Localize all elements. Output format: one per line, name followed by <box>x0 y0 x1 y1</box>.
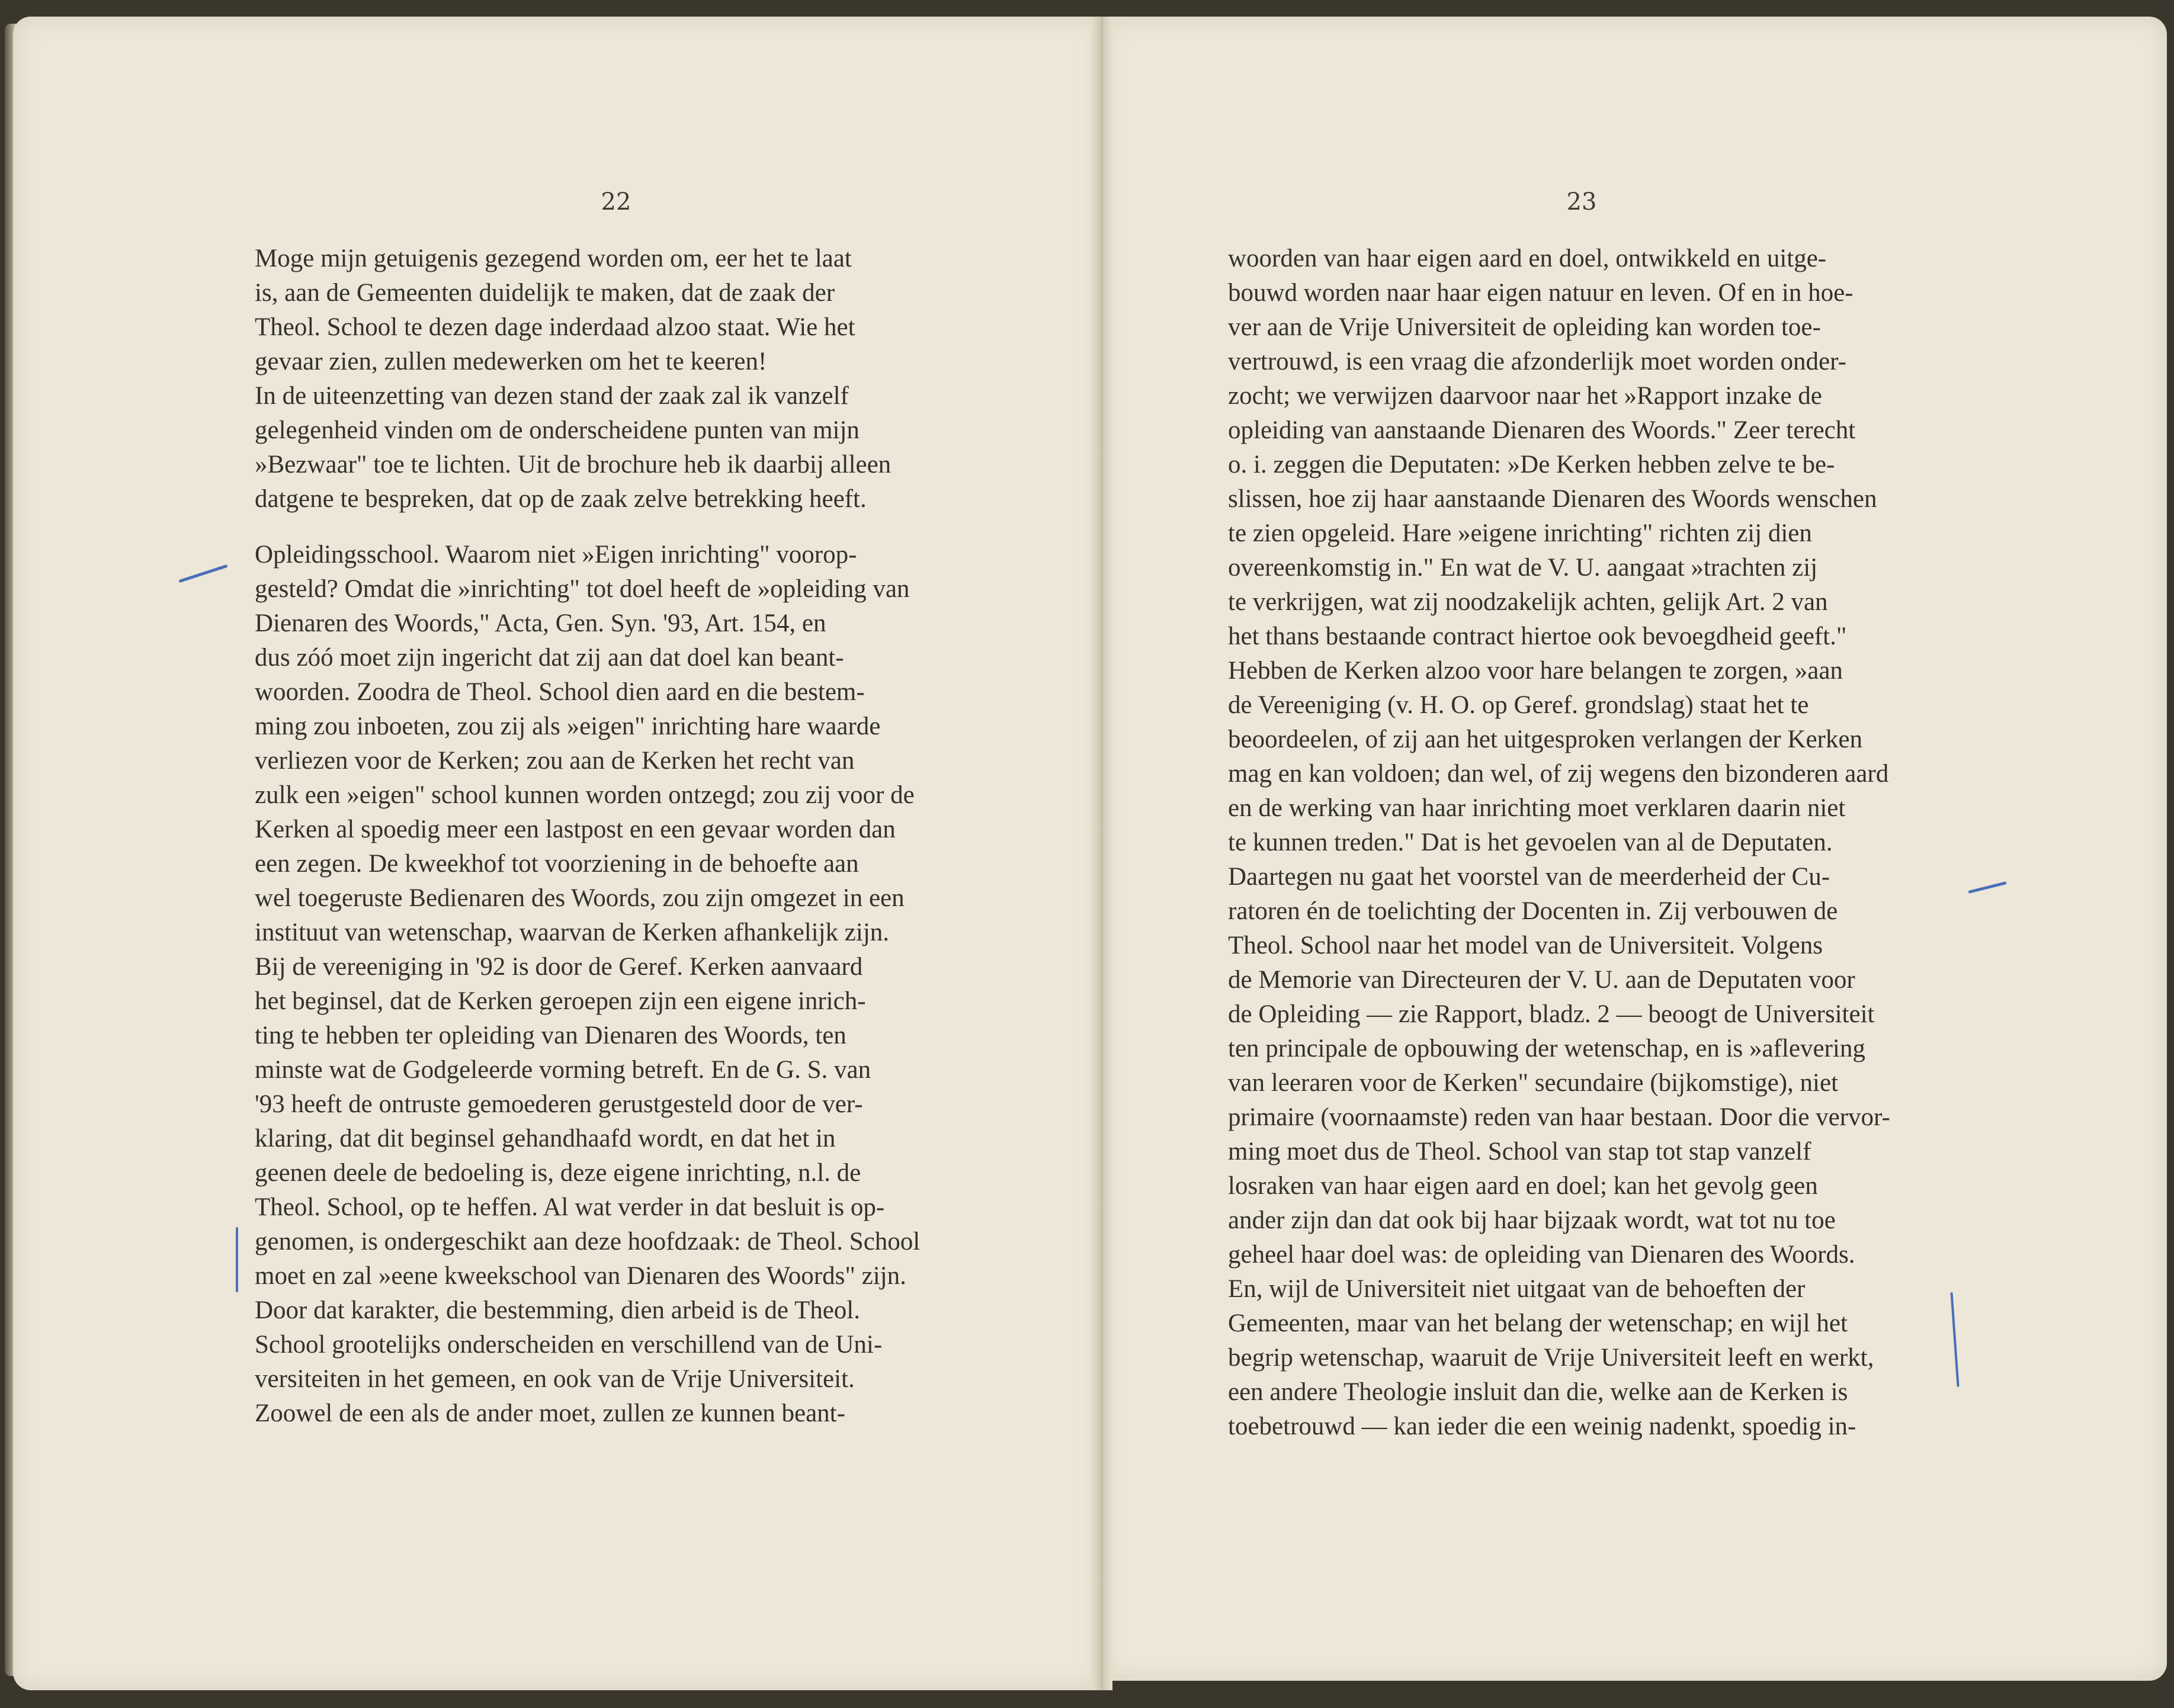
text-line: te verkrijgen, wat zij noodzakelijk achten, gelijk Art. 2 van <box>1228 588 1828 616</box>
text-line: begrip wetenschap, waaruit de Vrije Universiteit leeft en werkt, <box>1228 1344 1874 1372</box>
text-line: zulk een »eigen" school kunnen worden ontzegd; zou zij voor de <box>255 781 915 809</box>
text-line: ming moet dus de Theol. School van stap tot stap vanzelf <box>1228 1138 1811 1166</box>
text-line: een zegen. De kweekhof tot voorziening in de behoefte aan <box>255 850 859 878</box>
text-line: Zoowel de een als de ander moet, zullen ze kunnen beant- <box>255 1399 845 1427</box>
right-page-text <box>1228 242 1936 1444</box>
text-line: versiteiten in het gemeen, en ook van de Vrije Universiteit. <box>255 1365 855 1393</box>
text-line: Bij de vereeniging in '92 is door de Geref. Kerken aanvaard <box>255 953 863 981</box>
text-line: '93 heeft de ontruste gemoederen gerustgesteld door de ver- <box>255 1090 863 1118</box>
text-line: moet en zal »eene kweekschool van Dienaren des Woords" zijn. <box>255 1262 906 1290</box>
text-line: Daartegen nu gaat het voorstel van de meerderheid der Cu- <box>1228 863 1830 891</box>
text-line: vertrouwd, is een vraag die afzonderlijk moet worden onder- <box>1228 348 1846 375</box>
text-line: dus zóó moet zijn ingericht dat zij aan dat doel kan beant- <box>255 644 844 672</box>
text-line: gesteld? Omdat die »inrichting" tot doel heeft de »opleiding van <box>255 575 910 603</box>
text-line: beoordeelen, of zij aan het uitgesproken verlangen der Kerken <box>1228 725 1862 753</box>
text-line: te kunnen treden." Dat is het gevoelen van al de Deputaten. <box>1228 829 1833 856</box>
text-line: verliezen voor de Kerken; zou aan de Kerken het recht van <box>255 747 855 775</box>
text-line: te zien opgeleid. Hare »eigene inrichting" richten zij dien <box>1228 519 1812 547</box>
text-line: is, aan de Gemeenten duidelijk te maken, dat de zaak der <box>255 279 835 307</box>
text-line: Theol. School, op te heffen. Al wat verder in dat besluit is op- <box>255 1193 885 1221</box>
text-line: de Vereeniging (v. H. O. op Geref. grondslag) staat het te <box>1228 691 1809 719</box>
text-line: toebetrouwd — kan ieder die een weinig nadenkt, spoedig in- <box>1228 1412 1856 1440</box>
text-line: Theol. School te dezen dage inderdaad alzoo staat. Wie het <box>255 313 855 341</box>
text-line: Dienaren des Woords," Acta, Gen. Syn. '93, Art. 154, en <box>255 609 826 637</box>
text-line: mag en kan voldoen; dan wel, of zij wegens den bizonderen aard <box>1228 760 1889 788</box>
text-line: het thans bestaande contract hiertoe ook bevoegdheid geeft." <box>1228 622 1847 650</box>
text-line: minste wat de Godgeleerde vorming betreft. En de G. S. van <box>255 1056 871 1084</box>
text-line: een andere Theologie insluit dan die, welke aan de Kerken is <box>1228 1378 1848 1406</box>
text-line: van leeraren voor de Kerken" secundaire (bijkomstige), niet <box>1228 1069 1839 1097</box>
text-line: School grootelijks onderscheiden en verschillend van de Uni- <box>255 1331 883 1359</box>
text-line: Kerken al spoedig meer een lastpost en een gevaar worden dan <box>255 816 896 843</box>
text-line: slissen, hoe zij haar aanstaande Dienaren des Woords wenschen <box>1228 485 1877 513</box>
text-line: geenen deele de bedoeling is, deze eigene inrichting, n.l. de <box>255 1159 861 1187</box>
text-line: In de uiteenzetting van dezen stand der zaak zal ik vanzelf <box>255 382 849 410</box>
text-line: Hebben de Kerken alzoo voor hare belangen te zorgen, »aan <box>1228 657 1843 685</box>
text-line: zocht; we verwijzen daarvoor naar het »Rapport inzake de <box>1228 382 1822 410</box>
text-line: opleiding van aanstaande Dienaren des Woords." Zeer terecht <box>1228 416 1856 444</box>
text-line: ver aan de Vrije Universiteit de opleiding kan worden toe- <box>1228 313 1821 341</box>
text-line: Moge mijn getuigenis gezegend worden om, eer het te laat <box>255 245 852 272</box>
text-line: primaire (voornaamste) reden van haar bestaan. Door die vervor- <box>1228 1103 1890 1131</box>
text-line: gelegenheid vinden om de onderscheidene punten van mijn <box>255 416 860 444</box>
text-line: »Bezwaar" toe te lichten. Uit de brochure heb ik daarbij alleen <box>255 451 892 479</box>
text-line: de Memorie van Directeuren der V. U. aan de Deputaten voor <box>1228 966 1855 994</box>
text-line: het beginsel, dat de Kerken geroepen zijn een eigene inrich- <box>255 987 866 1015</box>
text-line: gevaar zien, zullen medewerken om het te keeren! <box>255 348 767 375</box>
text-line: ten principale de opbouwing der wetenschap, en is »aflevering <box>1228 1035 1865 1062</box>
text-line: Theol. School naar het model van de Universiteit. Volgens <box>1228 932 1823 959</box>
text-line: ting te hebben ter opleiding van Dienaren des Woords, ten <box>255 1022 846 1049</box>
text-line: datgene te bespreken, dat op de zaak zelve betrekking heeft. <box>255 485 867 513</box>
text-line: Gemeenten, maar van het belang der wetenschap; en wijl het <box>1228 1309 1848 1337</box>
text-line: klaring, dat dit beginsel gehandhaafd wordt, en dat het in <box>255 1125 836 1152</box>
page-number-left: 22 <box>601 188 631 216</box>
text-line: ratoren én de toelichting der Docenten in. Zij verbouwen de <box>1228 897 1838 925</box>
text-line: ming zou inboeten, zou zij als »eigen" inrichting hare waarde <box>255 712 881 740</box>
text-line: woorden van haar eigen aard en doel, ontwikkeld en uitge- <box>1228 245 1827 272</box>
text-line: overeenkomstig in." En wat de V. U. aangaat »trachten zij <box>1228 554 1818 582</box>
text-line: geheel haar doel was: de opleiding van Dienaren des Woords. <box>1228 1241 1855 1269</box>
text-line: bouwd worden naar haar eigen natuur en leven. Of en in hoe- <box>1228 279 1854 307</box>
page-number-right: 23 <box>1566 188 1597 216</box>
text-line: en de werking van haar inrichting moet verklaren daarin niet <box>1228 794 1846 822</box>
text-line: En, wijl de Universiteit niet uitgaat van de behoeften der <box>1228 1275 1806 1303</box>
text-line: woorden. Zoodra de Theol. School dien aard en die bestem- <box>255 678 865 706</box>
left-page-text <box>255 242 966 1431</box>
text-line: Opleidingsschool. Waarom niet »Eigen inrichting" voorop- <box>255 541 857 569</box>
text-line: wel toegeruste Bedienaren des Woords, zou zijn omgezet in een <box>255 884 905 912</box>
text-line: genomen, is ondergeschikt aan deze hoofdzaak: de Theol. School <box>255 1228 921 1256</box>
text-line: Door dat karakter, die bestemming, dien arbeid is de Theol. <box>255 1296 861 1324</box>
book-gutter <box>1091 17 1112 1690</box>
paragraph-gap <box>255 516 966 538</box>
text-line: o. i. zeggen die Deputaten: »De Kerken hebben zelve te be- <box>1228 451 1835 479</box>
text-line: losraken van haar eigen aard en doel; kan het gevolg geen <box>1228 1172 1818 1200</box>
text-line: ander zijn dan dat ook bij haar bijzaak wordt, wat tot nu toe <box>1228 1206 1836 1234</box>
pencil-margin-bar <box>236 1227 238 1292</box>
text-line: instituut van wetenschap, waarvan de Kerken afhankelijk zijn. <box>255 919 890 946</box>
text-line: de Opleiding — zie Rapport, bladz. 2 — beoogt de Universiteit <box>1228 1000 1875 1028</box>
